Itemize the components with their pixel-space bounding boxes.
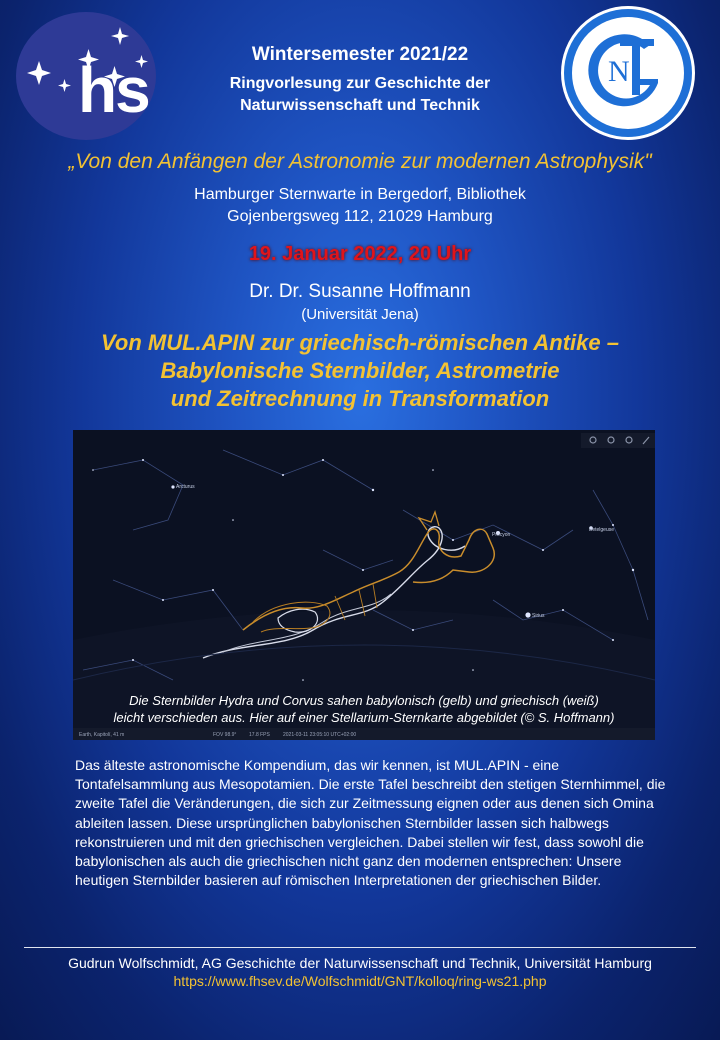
semester-heading: Wintersemester 2021/22: [251, 44, 469, 65]
caption-line-1: Die Sternbilder Hydra und Corvus sahen babylonisch (gelb) und griechisch (weiß): [129, 693, 599, 708]
status-location: Earth, Kapitolí, 41 m: [79, 732, 125, 738]
talk-title-line-2: Babylonische Sternbilder, Astrometrie: [160, 358, 560, 383]
image-caption: [73, 692, 655, 726]
status-fps: 17.8 FPS: [249, 732, 270, 738]
gnt-logo: [561, 6, 695, 140]
status-fov: FOV 98.9°: [213, 732, 237, 738]
venue-line-1: Hamburger Sternwarte in Bergedorf, Bibliothek: [194, 186, 526, 203]
talk-title-line-1: Von MUL.APIN zur griechisch-römischen Antike –: [101, 330, 619, 355]
abstract-text: Das älteste astronomische Kompendium, das wir kennen, ist MUL.APIN - eine Tontafelsammlung aus Mesopotamien. Die erste Tafel beschreibt den stetigen Sternhimmel, die zweite Tafel die Veränderungen, die sich zur Zeitmessung eignen oder aus denen sich Omina ableiten lassen. Diese ursprünglichen babylonischen Sternbilder lassen sich halbwegs rekonstruieren und mit den griechischen vergleichen. Dabei stellen wir fest, dass sowohl die babylonischen als auch die griechischen nicht ganz den modernen entsprechen: Unsere heutigen Sternbilder basieren auf römischen Interpretationen der griechischen Bilder.: [75, 757, 666, 889]
event-url-link[interactable]: https://www.fhsev.de/Wolfschmidt/GNT/kolloq/ring-ws21.php: [173, 973, 547, 989]
hs-logo: [16, 12, 156, 140]
star-label-arcturus: Arcturus: [176, 484, 195, 490]
star-label-procyon: Procyon: [492, 532, 511, 538]
venue-line-2: Gojenbergsweg 112, 21029 Hamburg: [227, 208, 493, 225]
status-datetime: 2021-03-11 23:05:10 UTC+02:00: [283, 732, 357, 738]
event-date: 19. Januar 2022, 20 Uhr: [248, 243, 472, 265]
star-label-betelgeuse: Betelgeuse: [589, 527, 615, 533]
stellarium-toolbar: [581, 433, 655, 448]
hs-logo-text: hs: [78, 54, 149, 126]
talk-title-line-3: und Zeitrechnung in Transformation: [170, 386, 550, 411]
speaker-affiliation: (Universität Jena): [301, 306, 419, 323]
star-chart-image: [73, 430, 655, 740]
series-line-2: Naturwissenschaft und Technik: [240, 97, 480, 114]
organizer-line: Gudrun Wolfschmidt, AG Geschichte der Naturwissenschaft und Technik, Universität Hamburg: [68, 955, 652, 971]
caption-line-2: leicht verschieden aus. Hier auf einer Stellarium-Sternkarte abgebildet (© S. Hoffmann): [113, 710, 615, 725]
gnt-n-letter: N: [608, 55, 630, 88]
footer-divider: [24, 947, 696, 948]
lecture-series-heading: [160, 73, 560, 117]
series-line-1: Ringvorlesung zur Geschichte der: [229, 75, 491, 92]
speaker-name: Dr. Dr. Susanne Hoffmann: [249, 281, 471, 302]
star-label-sirius: Sirius: [532, 613, 545, 619]
gnt-monogram: [572, 17, 684, 129]
series-title: „Von den Anfängen der Astronomie zur modernen Astrophysik": [68, 150, 652, 173]
